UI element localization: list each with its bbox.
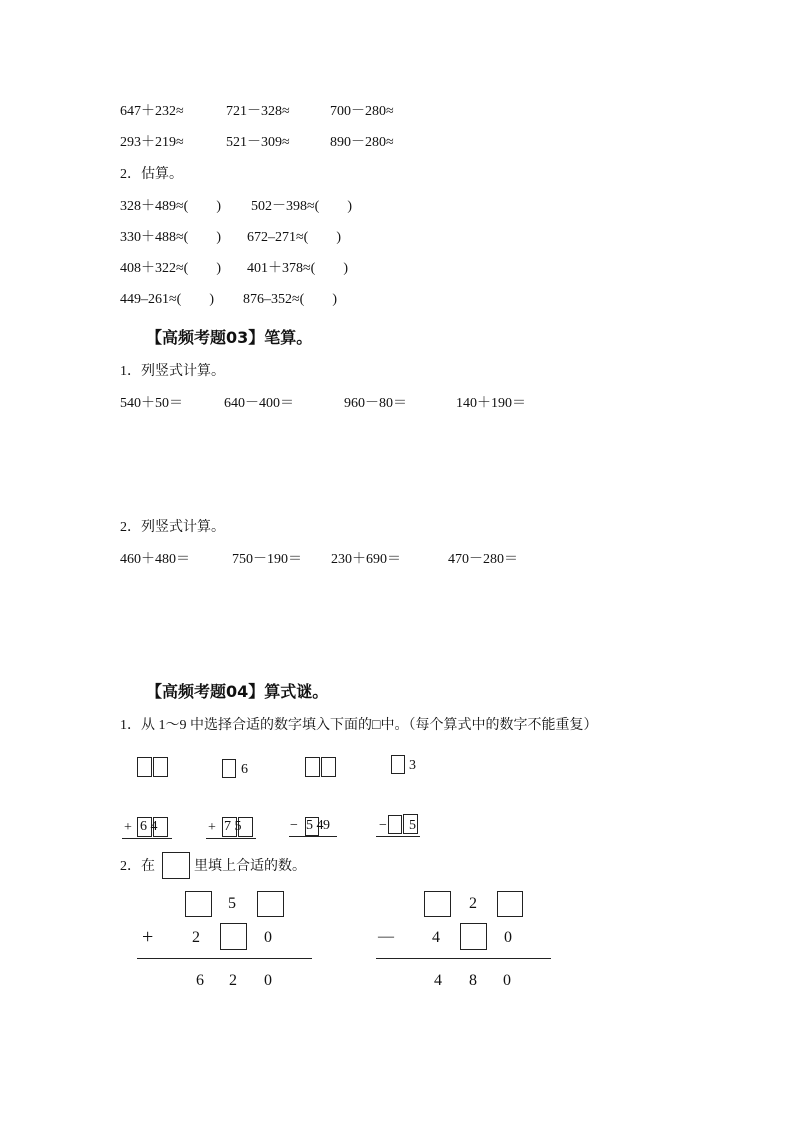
section-title: 【高频考题03】笔算。	[146, 328, 313, 347]
estimate-item: 502－398≈( )	[251, 199, 353, 214]
question-title-suffix: 里填上合适的数。	[194, 859, 306, 874]
answer-box[interactable]	[391, 755, 405, 774]
equation-line	[122, 838, 172, 839]
operator-sign: +	[208, 820, 216, 835]
answer-box[interactable]	[321, 757, 336, 777]
calc-item: 230＋690＝	[331, 552, 401, 567]
calc-item: 540＋50＝	[120, 396, 183, 411]
answer-box[interactable]	[305, 757, 320, 777]
estimate-item: 890－280≈	[330, 135, 394, 150]
operator-sign: +	[124, 820, 132, 835]
result-digit: 2	[229, 972, 237, 989]
equation-line	[137, 958, 312, 959]
calc-item: 460＋480＝	[120, 552, 190, 567]
sample-box	[162, 852, 190, 879]
equation-line	[289, 836, 337, 837]
estimate-item: 721－328≈	[226, 104, 290, 119]
question-title: 1．列竖式计算。	[120, 364, 225, 379]
equation-line	[376, 958, 551, 959]
answer-box[interactable]	[257, 891, 284, 917]
answer-box[interactable]	[153, 757, 168, 777]
estimate-item: 408＋322≈( )	[120, 261, 222, 276]
result-digits: 7 5	[224, 819, 242, 834]
operator-sign: −	[290, 818, 298, 833]
operator-sign: —	[378, 928, 394, 945]
result-digit: 8	[469, 972, 477, 989]
answer-box[interactable]	[424, 891, 451, 917]
answer-box[interactable]	[222, 759, 236, 778]
result-digit: 6	[196, 972, 204, 989]
operator-sign: −	[379, 818, 387, 833]
answer-box[interactable]	[220, 923, 247, 950]
given-digit: 0	[264, 929, 272, 946]
calc-item: 960－80＝	[344, 396, 407, 411]
estimate-item: 672–271≈( )	[247, 230, 342, 245]
result-digits: 5	[409, 818, 416, 833]
estimate-item: 401＋378≈( )	[247, 261, 349, 276]
question-title: 2．估算。	[120, 167, 183, 182]
result-digit: 0	[503, 972, 511, 989]
estimate-item: 330＋488≈( )	[120, 230, 222, 245]
estimate-item: 700－280≈	[330, 104, 394, 119]
given-digit: 5	[228, 895, 236, 912]
answer-box[interactable]	[185, 891, 212, 917]
result-digit: 0	[264, 972, 272, 989]
calc-item: 140＋190＝	[456, 396, 526, 411]
estimate-item: 449–261≈( )	[120, 292, 215, 307]
calc-item: 640－400＝	[224, 396, 294, 411]
estimate-item: 521－309≈	[226, 135, 290, 150]
equation-line	[376, 836, 420, 837]
given-digit: 6	[241, 762, 248, 777]
result-digit: 4	[434, 972, 442, 989]
answer-box[interactable]	[460, 923, 487, 950]
given-digit: 2	[469, 895, 477, 912]
estimate-item: 293＋219≈	[120, 135, 184, 150]
estimate-item: 876–352≈( )	[243, 292, 338, 307]
equation-line	[206, 838, 256, 839]
question-title: 2．列竖式计算。	[120, 520, 225, 535]
result-digits: 5 4	[306, 818, 324, 833]
calc-item: 750－190＝	[232, 552, 302, 567]
question-title-prefix: 2．在	[120, 859, 155, 874]
given-digit: 2	[192, 929, 200, 946]
estimate-item: 647＋232≈	[120, 104, 184, 119]
answer-box[interactable]	[497, 891, 523, 917]
given-digit: 0	[504, 929, 512, 946]
given-digit: 4	[432, 929, 440, 946]
answer-box[interactable]	[388, 815, 402, 834]
estimate-item: 328＋489≈( )	[120, 199, 222, 214]
calc-item: 470－280＝	[448, 552, 518, 567]
answer-box[interactable]	[137, 757, 152, 777]
given-digit: 3	[409, 758, 416, 773]
section-title: 【高频考题04】算式谜。	[146, 682, 329, 701]
result-digits: 6 4	[140, 819, 158, 834]
given-digit: 9	[323, 818, 330, 833]
operator-sign: +	[142, 926, 154, 948]
question-title: 1．从 1～9 中选择合适的数字填入下面的□中。（每个算式中的数字不能重复）	[120, 718, 598, 733]
